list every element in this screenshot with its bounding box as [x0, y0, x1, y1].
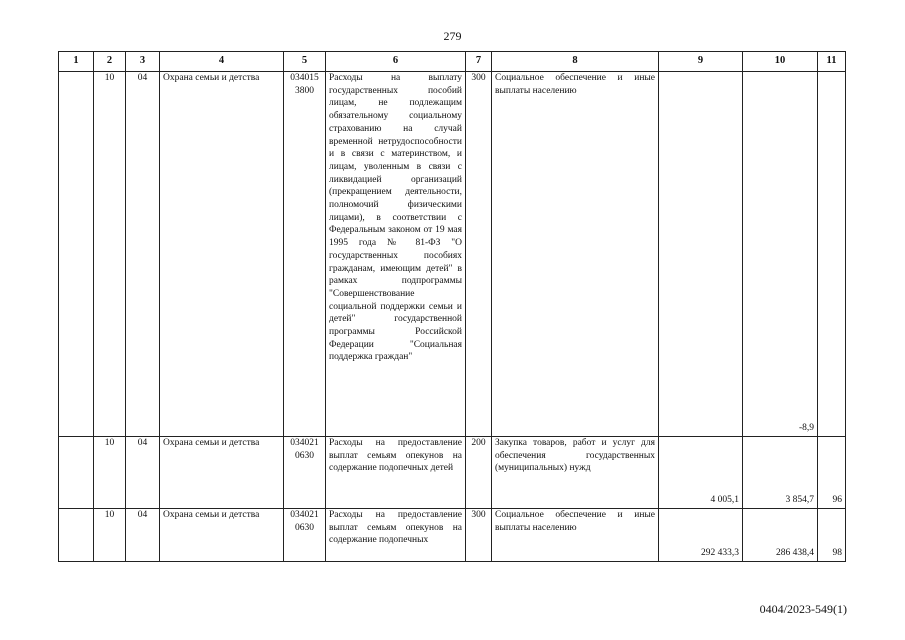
column-header: 3 — [126, 52, 160, 72]
document-code: 0404/2023-549(1) — [759, 602, 847, 616]
column-header: 5 — [284, 52, 326, 72]
expense-type-name-cell: Социальное обеспечение и иные выплаты населению — [492, 509, 659, 562]
column-header: 4 — [160, 52, 284, 72]
subsection-code-cell: 04 — [126, 437, 160, 509]
expense-type-name-cell: Закупка товаров, работ и услуг для обеспечения государственных (муниципальных) нужд — [492, 437, 659, 509]
table-row — [59, 509, 846, 562]
column-header: 2 — [94, 52, 126, 72]
execution-percent-cell: 98 — [818, 509, 846, 562]
expense-type-code-cell: 300 — [466, 509, 492, 562]
table-row — [59, 72, 846, 437]
section-code-cell: 10 — [94, 509, 126, 562]
executed-amount-cell: 3 854,7 — [743, 437, 818, 509]
expense-description-cell: Расходы на выплату государственных пособий лицам, не подлежащим обязательному социальному страхованию на случай временной нетрудоспособности и в связи с материнством, и лицам, уволенным в связи с ликвидацией организаций (прекращением деятельности, полномочий физическими лицами), в соответствии с Федеральным законом от 19 мая 1995 года № 81-ФЗ "О государственных пособиях гражданам, имеющим детей" в рамках подпрограммы "Совершенствование социальной поддержки семьи и детей" государственной программы Российской Федерации "Социальная поддержка граждан" — [326, 72, 466, 437]
executed-amount-cell: 286 438,4 — [743, 509, 818, 562]
target-article-cell: 034021 0630 — [284, 509, 326, 562]
subsection-code-cell: 04 — [126, 509, 160, 562]
page-number: 279 — [443, 29, 462, 43]
row-number-cell — [59, 437, 94, 509]
target-article-cell: 034015 3800 — [284, 72, 326, 437]
approved-amount-cell: 292 433,3 — [659, 509, 743, 562]
execution-percent-cell: 96 — [818, 437, 846, 509]
column-header: 9 — [659, 52, 743, 72]
column-header: 7 — [466, 52, 492, 72]
subsection-name-cell: Охрана семьи и детства — [160, 509, 284, 562]
expense-description-cell: Расходы на предоставление выплат семьям опекунов на содержание подопечных — [326, 509, 466, 562]
column-header: 1 — [59, 52, 94, 72]
execution-percent-cell — [818, 72, 846, 437]
table-row — [59, 437, 846, 509]
expense-type-name-cell: Социальное обеспечение и иные выплаты населению — [492, 72, 659, 437]
column-header: 8 — [492, 52, 659, 72]
target-article-cell: 034021 0630 — [284, 437, 326, 509]
row-number-cell — [59, 72, 94, 437]
column-header: 6 — [326, 52, 466, 72]
budget-table — [58, 51, 846, 562]
column-header: 10 — [743, 52, 818, 72]
expense-type-code-cell: 200 — [466, 437, 492, 509]
subsection-name-cell: Охрана семьи и детства — [160, 72, 284, 437]
expense-description-cell: Расходы на предоставление выплат семьям опекунов на содержание подопечных детей — [326, 437, 466, 509]
subsection-name-cell: Охрана семьи и детства — [160, 437, 284, 509]
executed-amount-cell: -8,9 — [743, 72, 818, 437]
section-code-cell: 10 — [94, 72, 126, 437]
column-header: 11 — [818, 52, 846, 72]
row-number-cell — [59, 509, 94, 562]
table-header-row — [59, 52, 846, 72]
subsection-code-cell: 04 — [126, 72, 160, 437]
approved-amount-cell — [659, 72, 743, 437]
expense-type-code-cell: 300 — [466, 72, 492, 437]
approved-amount-cell: 4 005,1 — [659, 437, 743, 509]
section-code-cell: 10 — [94, 437, 126, 509]
